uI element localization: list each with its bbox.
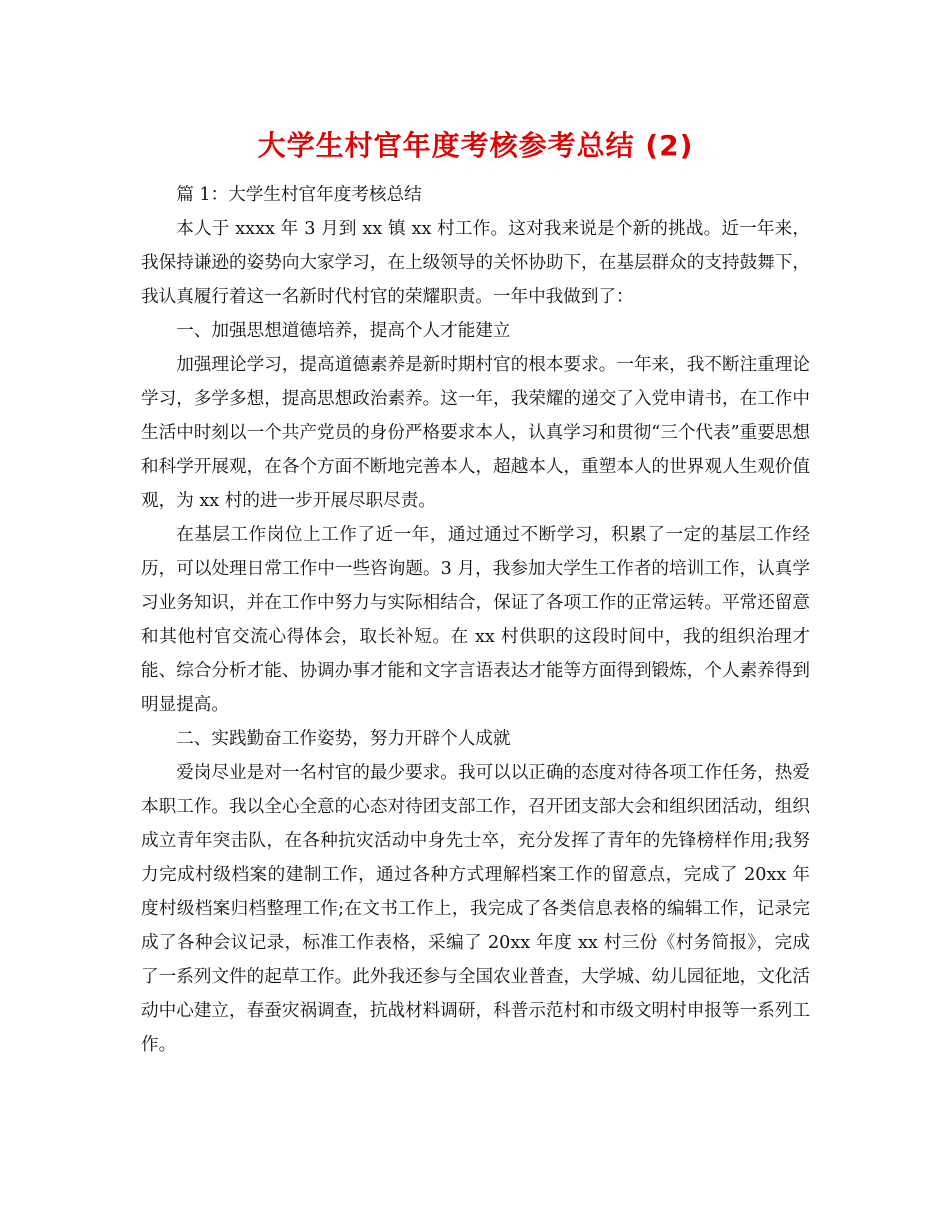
body-paragraph-work-experience: 在基层工作岗位上工作了近一年，通过通过不断学习，积累了一定的基层工作经历，可以处理日常工作中一些咨询题。3 月，我参加大学生工作者的培训工作，认真学习业务知识，并在工作中努力与实际相结合，保证了各项工作的正常运转。平常还留意和其他村官交流心得体会，取长补短。在 xx 村供职的这段时间中，我的组织治理才能、综合分析才能、协调办事才能和文字言语表达才能等方面得到锻炼，个人素养得到明显提高。 <box>141 525 810 715</box>
body-paragraph-work-achievements: 爱岗尽业是对一名村官的最少要求。我可以以正确的态度对待各项工作任务，热爱本职工作。我以全心全意的心态对待团支部工作，召开团支部大会和组织团活动，组织成立青年突击队，在各种抗灾活动中身先士卒，充分发挥了青年的先锋榜样作用;我努力完成村级档案的建制工作，通过各种方式理解档案工作的留意点，完成了 20xx 年度村级档案归档整理工作;在文书工作上，我完成了各类信息表格的编辑工作，记录完成了各种会议记录，标准工作表格，采编了 20xx 年度 xx 村三份《村务简报》，完成了一系列文件的起草工作。此外我还参与全国农业普查，大学城、幼儿园征地，文化活动中心建立，春蚕灾祸调查，抗战材料调研，科普示范村和市级文明村申报等一系列工作。 <box>141 763 810 1055</box>
body-paragraph-theory-study: 加强理论学习，提高道德素养是新时期村官的根本要求。一年来，我不断注重理论学习，多学多想，提高思想政治素养。这一年，我荣耀的递交了入党申请书，在工作中生活中时刻以一个共产党员的身份严格要求本人，认真学习和贯彻“三个代表”重要思想和科学开展观，在各个方面不断地完善本人，超越本人，重塑本人的世界观人生观价值观，为 xx 村的进一步开展尽职尽责。 <box>141 355 810 511</box>
section-heading-article-1: 篇 1：大学生村官年度考核总结 <box>176 185 422 205</box>
document-title: 大学生村官年度考核参考总结 (2) <box>257 129 694 162</box>
section-heading-one: 一、加强思想道德培养，提高个人才能建立 <box>176 321 511 341</box>
section-heading-two: 二、实践勤奋工作姿势，努力开辟个人成就 <box>176 729 511 749</box>
intro-paragraph: 本人于 xxxx 年 3 月到 xx 镇 xx 村工作。这对我来说是个新的挑战。近一年来，我保持谦逊的姿势向大家学习，在上级领导的关怀协助下，在基层群众的支持鼓舞下，我认真履行着这一名新时代村官的荣耀职责。一年中我做到了： <box>141 219 810 307</box>
